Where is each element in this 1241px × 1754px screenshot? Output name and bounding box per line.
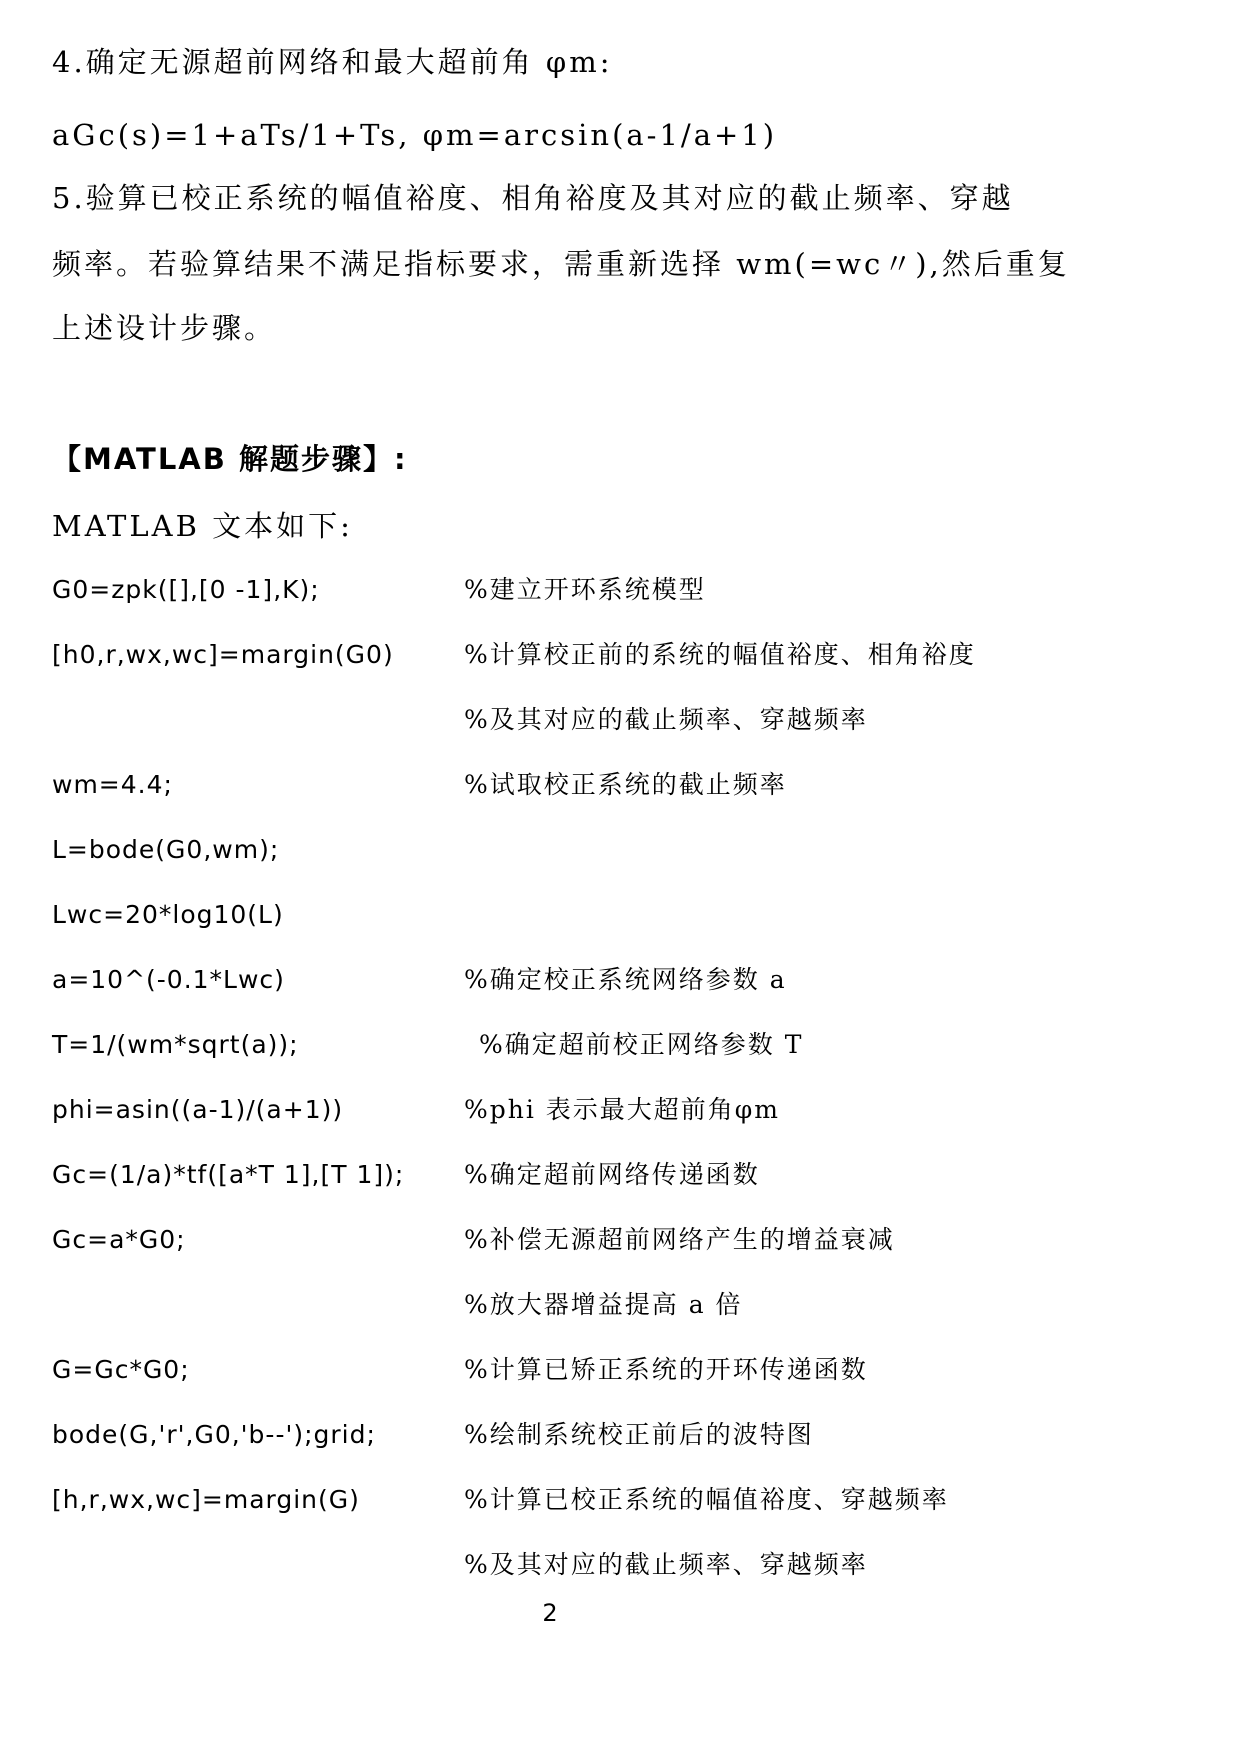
code-statement: [h,r,wx,wc]=margin(G) — [52, 1485, 360, 1514]
step5-line-2: 频率。若验算结果不满足指标要求，需重新选择 wm(=wc〃),然后重复 — [52, 247, 1070, 281]
step5-line-3: 上述设计步骤。 — [52, 311, 277, 345]
code-comment: %计算已矫正系统的开环传递函数 — [464, 1355, 868, 1384]
code-row — [52, 1027, 1152, 1063]
page-number: 2 — [542, 1599, 558, 1627]
code-row — [52, 1352, 1152, 1388]
code-comment: %确定校正系统网络参数 a — [464, 965, 787, 994]
code-comment: %建立开环系统模型 — [464, 575, 706, 604]
code-row — [52, 637, 1152, 673]
code-comment: %计算已校正系统的幅值裕度、穿越频率 — [464, 1485, 949, 1514]
code-comment: %确定超前网络传递函数 — [464, 1160, 760, 1189]
code-row — [52, 1092, 1152, 1128]
matlab-intro: MATLAB 文本如下: — [52, 509, 353, 543]
step4-formula: aGc(s)=1+aTs/1+Ts, φm=arcsin(a-1/a+1) — [52, 118, 778, 152]
code-row — [52, 1417, 1152, 1453]
code-comment: %计算校正前的系统的幅值裕度、相角裕度 — [464, 640, 976, 669]
code-statement: T=1/(wm*sqrt(a)); — [52, 1030, 299, 1059]
code-comment: %phi 表示最大超前角φm — [464, 1095, 781, 1124]
code-row — [52, 1222, 1152, 1258]
code-statement: phi=asin((a-1)/(a+1)) — [52, 1095, 344, 1124]
code-row — [52, 897, 1152, 933]
code-row — [52, 1482, 1152, 1518]
code-row — [52, 962, 1152, 998]
step5-line-1: 5.验算已校正系统的幅值裕度、相角裕度及其对应的截止频率、穿越 — [52, 181, 1014, 215]
code-row — [52, 572, 1152, 608]
code-comment: %及其对应的截止频率、穿越频率 — [464, 1550, 868, 1579]
code-comment: %试取校正系统的截止频率 — [464, 770, 787, 799]
code-row — [52, 767, 1152, 803]
code-statement: G=Gc*G0; — [52, 1355, 190, 1384]
code-statement: Gc=(1/a)*tf([a*T 1],[T 1]); — [52, 1160, 405, 1189]
code-row — [52, 1287, 1152, 1323]
code-statement: bode(G,'r',G0,'b--');grid; — [52, 1420, 376, 1449]
code-statement: Lwc=20*log10(L) — [52, 900, 284, 929]
code-statement: L=bode(G0,wm); — [52, 835, 280, 864]
matlab-heading: 【MATLAB 解题步骤】: — [52, 442, 408, 476]
code-statement: G0=zpk([],[0 -1],K); — [52, 575, 320, 604]
code-statement: [h0,r,wx,wc]=margin(G0) — [52, 640, 394, 669]
code-comment: %及其对应的截止频率、穿越频率 — [464, 705, 868, 734]
code-comment: %补偿无源超前网络产生的增益衰减 — [464, 1225, 895, 1254]
step4-title: 4.确定无源超前网络和最大超前角 φm: — [52, 45, 613, 79]
code-statement: wm=4.4; — [52, 770, 173, 799]
code-comment: %确定超前校正网络参数 T — [479, 1030, 804, 1059]
code-row — [52, 1157, 1152, 1193]
code-statement: a=10^(-0.1*Lwc) — [52, 965, 285, 994]
code-statement: Gc=a*G0; — [52, 1225, 186, 1254]
code-comment: %绘制系统校正前后的波特图 — [464, 1420, 814, 1449]
code-row — [52, 832, 1152, 868]
code-row — [52, 702, 1152, 738]
code-comment: %放大器增益提高 a 倍 — [464, 1290, 743, 1319]
code-row — [52, 1547, 1152, 1583]
